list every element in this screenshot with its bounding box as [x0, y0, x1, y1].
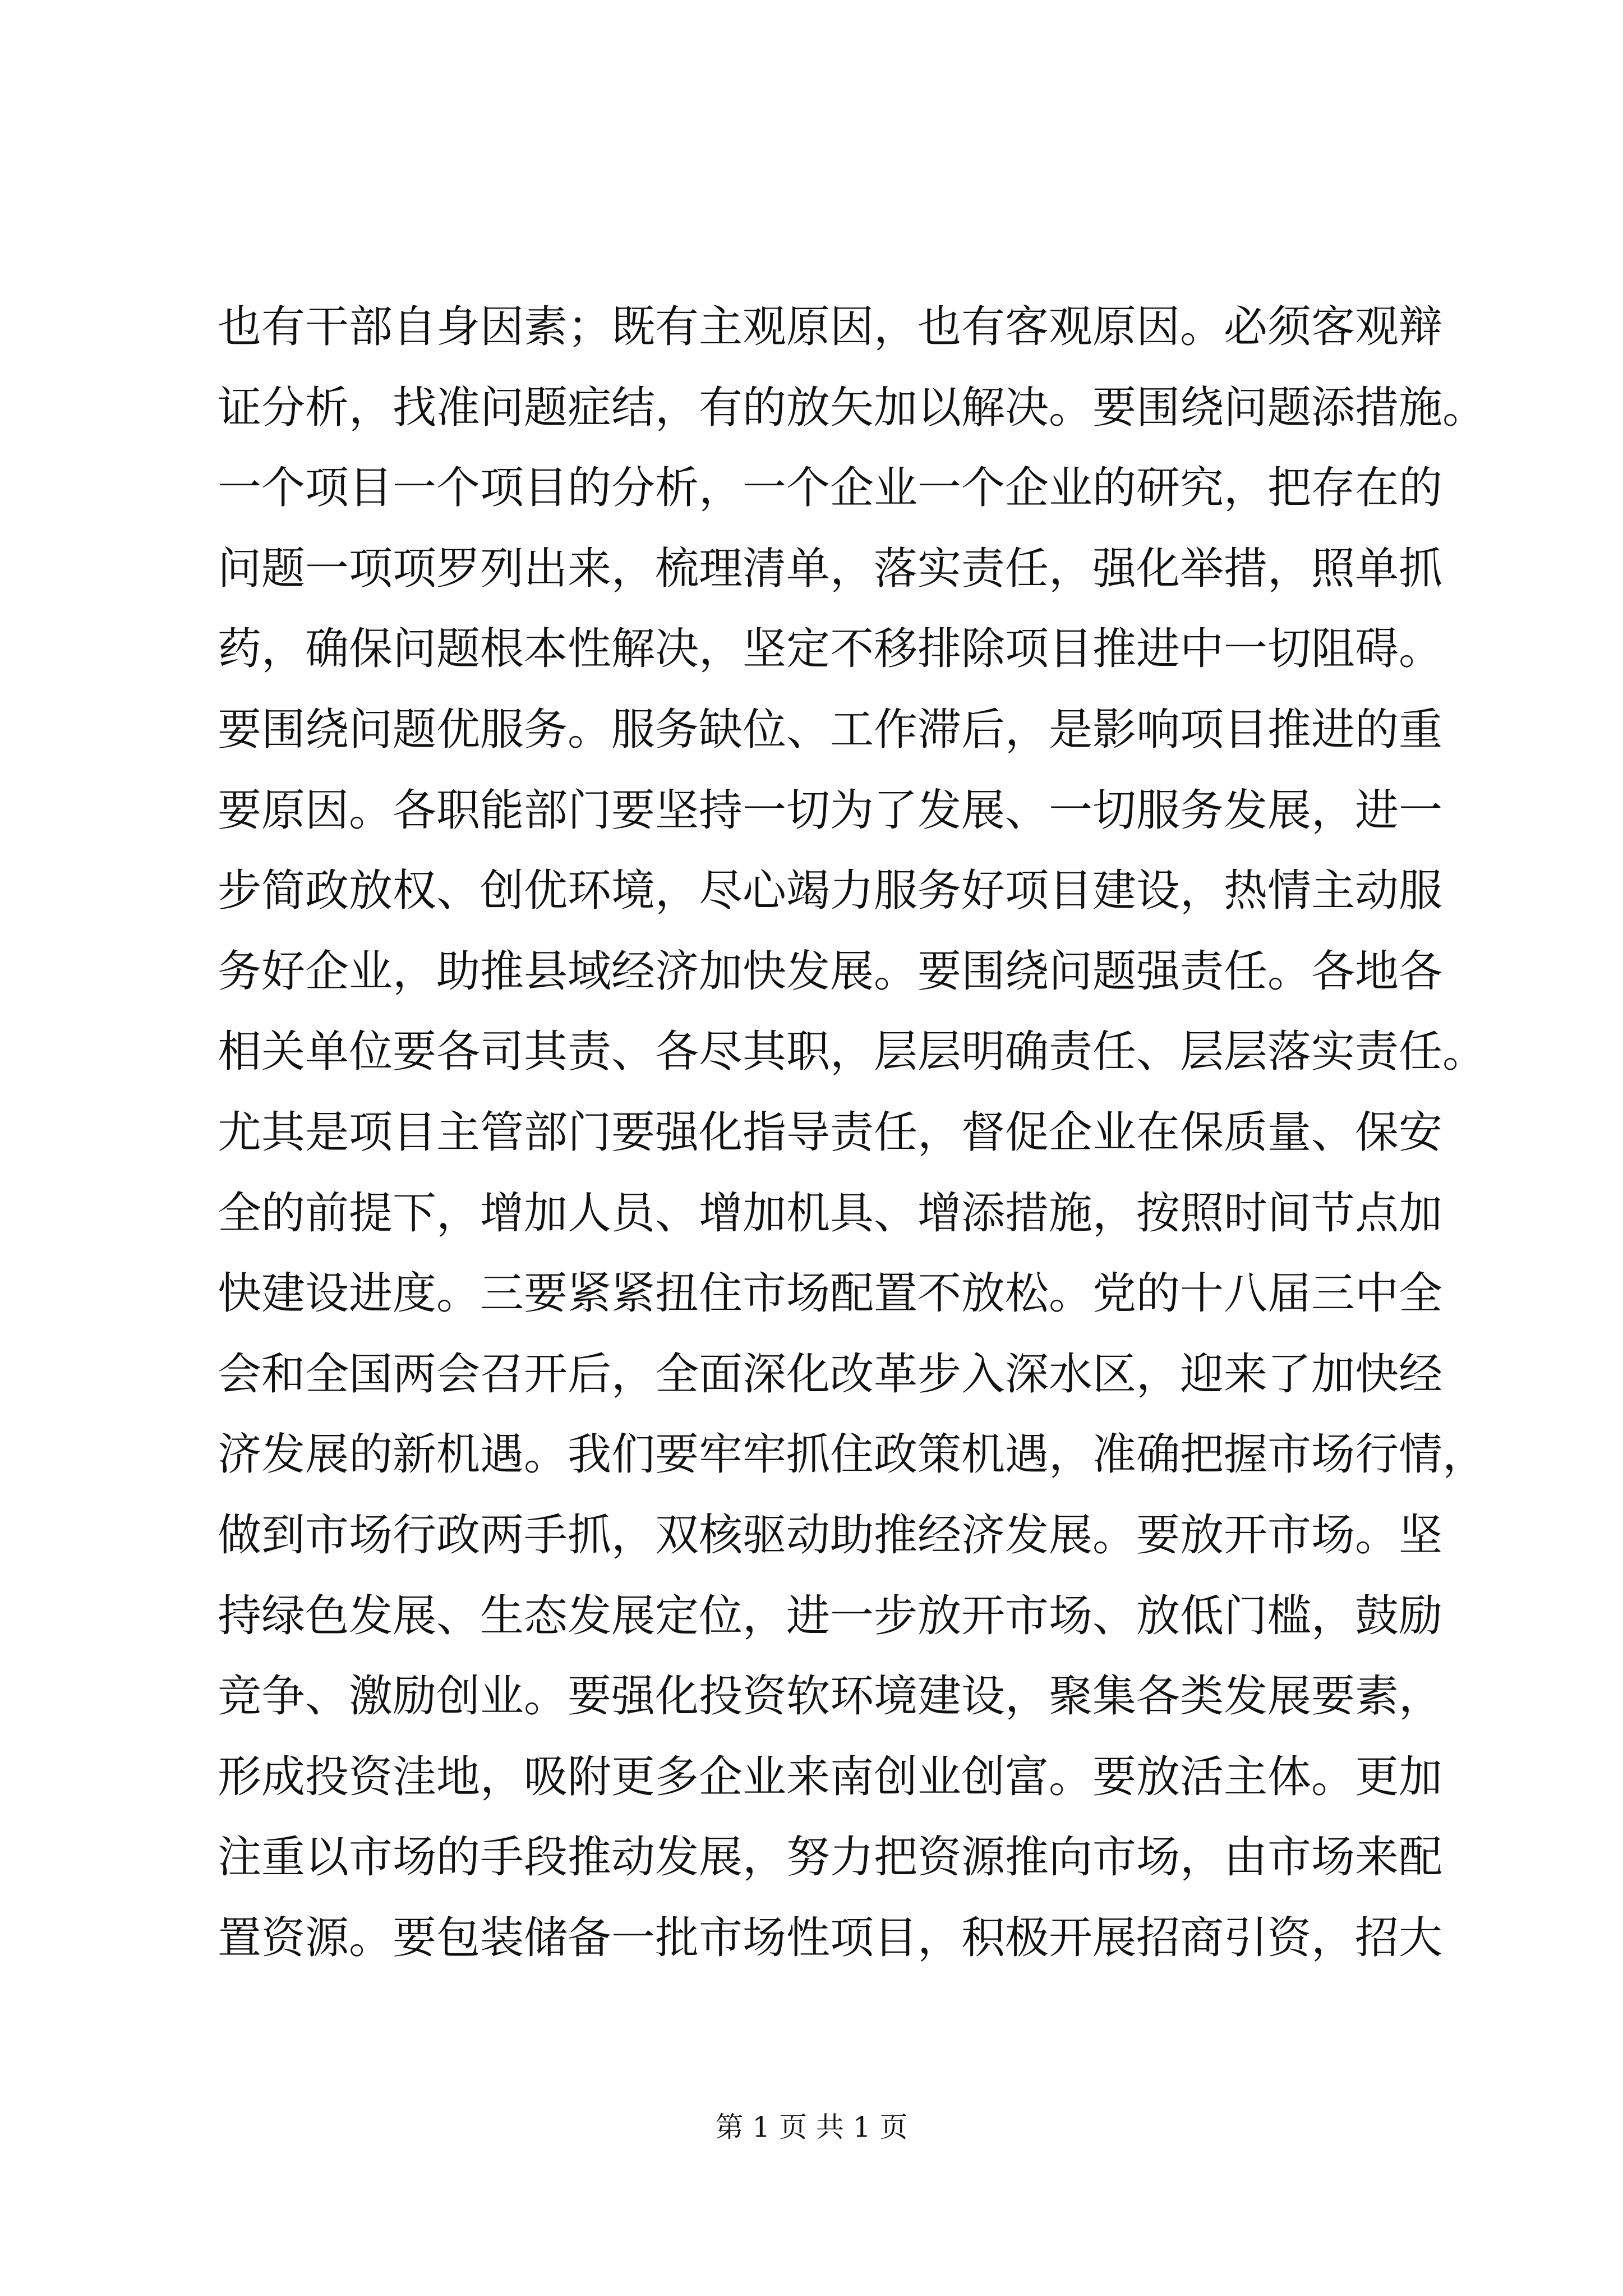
text-line: 相关单位要各司其责、各尽其职，层层明确责任、层层落实责任。 — [218, 1027, 1487, 1078]
text-line: 全的前提下，增加人员、增加机具、增添措施，按照时间节点加 — [218, 1188, 1443, 1239]
text-line: 药，确保问题根本性解决，坚定不移排除项目推进中一切阻碍。 — [218, 624, 1443, 675]
text-line: 要围绕问题优服务。服务缺位、工作滞后，是影响项目推进的重 — [218, 704, 1443, 755]
text-line: 务好企业，助推县域经济加快发展。要围绕问题强责任。各地各 — [218, 946, 1443, 997]
text-line: 形成投资洼地，吸附更多企业来南创业创富。要放活主体。更加 — [218, 1751, 1443, 1802]
text-line: 证分析，找准问题症结，有的放矢加以解决。要围绕问题添措施。 — [218, 382, 1487, 433]
text-line: 注重以市场的手段推动发展，努力把资源推向市场，由市场来配 — [218, 1832, 1443, 1883]
text-line: 也有干部自身因素；既有主观原因，也有客观原因。必须客观辩 — [218, 302, 1443, 352]
text-line: 问题一项项罗列出来，梳理清单，落实责任，强化举措，照单抓 — [218, 543, 1443, 594]
text-line: 一个项目一个项目的分析，一个企业一个企业的研究，把存在的 — [218, 463, 1443, 514]
text-line: 济发展的新机遇。我们要牢牢抓住政策机遇，准确把握市场行情， — [218, 1429, 1487, 1480]
text-line: 做到市场行政两手抓，双核驱动助推经济发展。要放开市场。坚 — [218, 1510, 1443, 1561]
text-line: 步简政放权、创优环境，尽心竭力服务好项目建设，热情主动服 — [218, 866, 1443, 917]
text-line: 尤其是项目主管部门要强化指导责任，督促企业在保质量、保安 — [218, 1107, 1443, 1158]
text-line: 会和全国两会召开后，全面深化改革步入深水区，迎来了加快经 — [218, 1349, 1443, 1400]
text-line: 持绿色发展、生态发展定位，进一步放开市场、放低门槛，鼓励 — [218, 1590, 1443, 1641]
body-text — [218, 287, 1487, 1978]
page-number-label: 第 1 页 共 1 页 — [715, 2111, 908, 2143]
text-line: 快建设进度。三要紧紧扭住市场配置不放松。党的十八届三中全 — [218, 1268, 1443, 1319]
text-line: 竞争、激励创业。要强化投资软环境建设，聚集各类发展要素， — [218, 1671, 1443, 1722]
page-footer — [0, 2110, 1623, 2144]
text-line: 置资源。要包装储备一批市场性项目，积极开展招商引资，招大 — [218, 1912, 1443, 1963]
text-line: 要原因。各职能部门要坚持一切为了发展、一切服务发展，进一 — [218, 785, 1443, 836]
